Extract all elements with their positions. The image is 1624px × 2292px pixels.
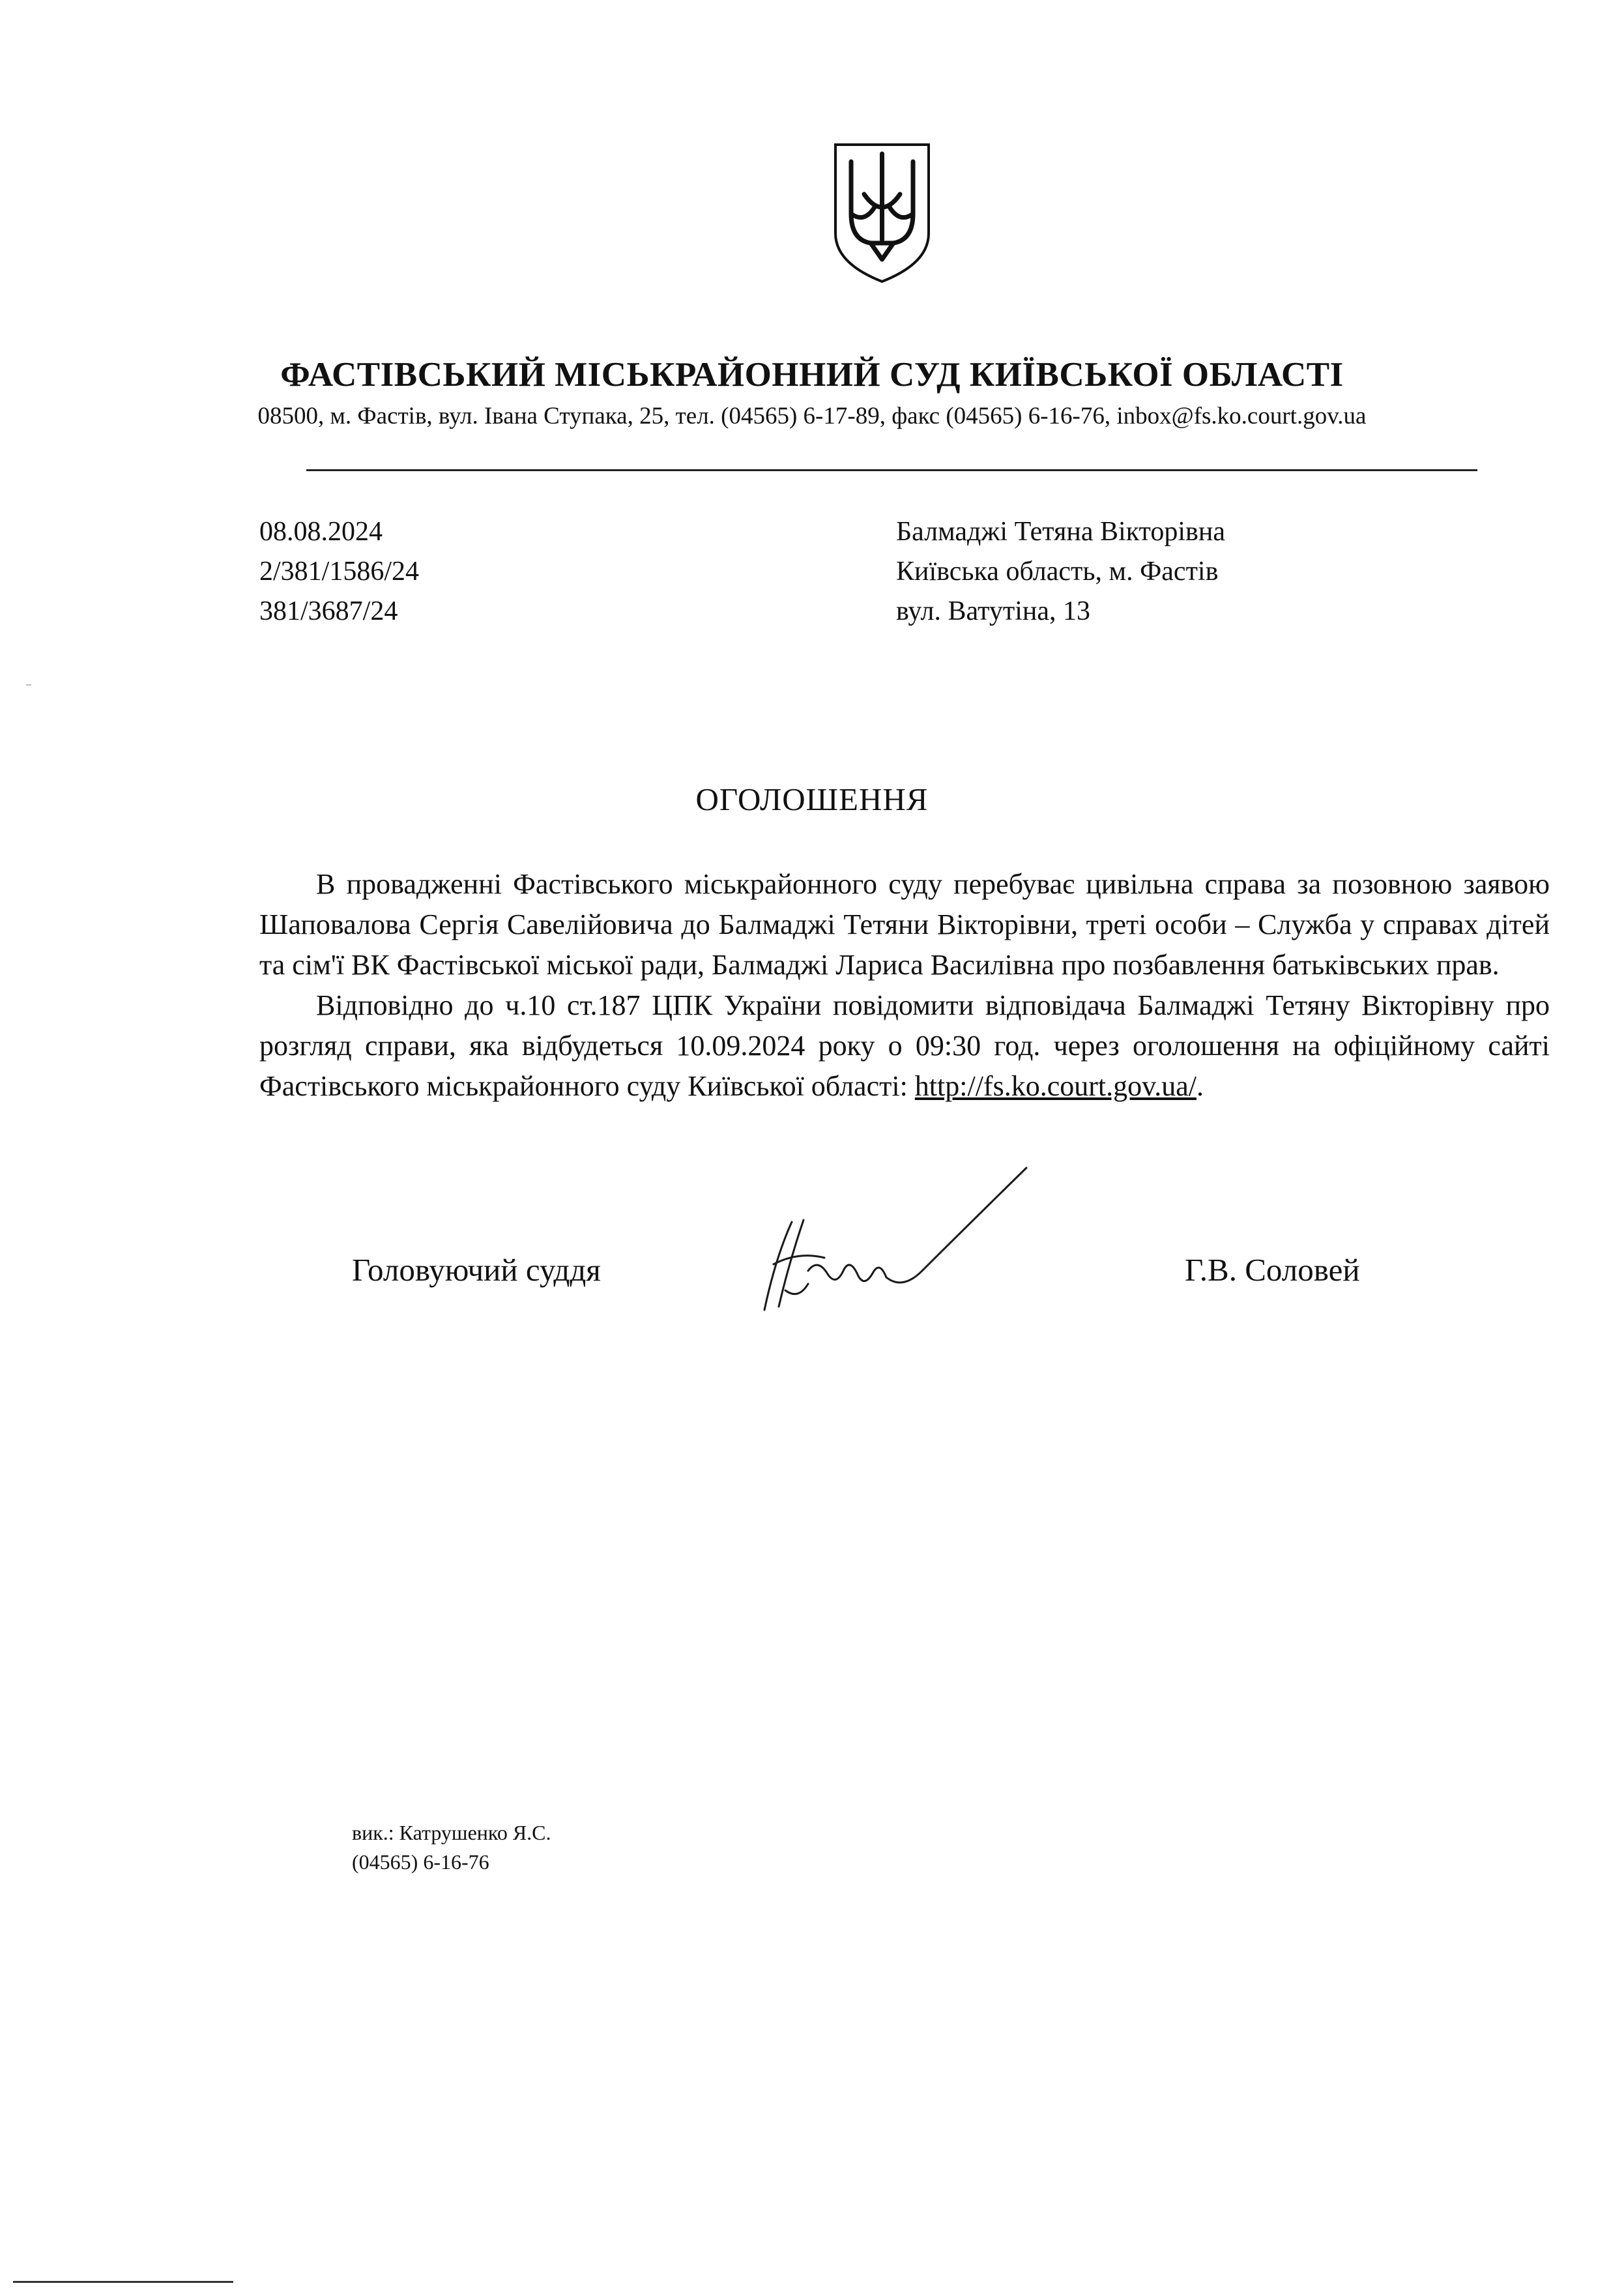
addressee-street: вул. Ватутіна, 13 [896, 596, 1091, 626]
coat-of-arms-icon [832, 142, 933, 284]
document-date: 08.08.2024 [259, 517, 383, 547]
document-meta-left [259, 512, 419, 631]
document-title: ОГОЛОШЕННЯ [695, 781, 929, 817]
paragraph-2-text: Відповідно до ч.10 ст.187 ЦПК України повідомити відповідача Балмаджі Тетяну Вікторівну про розгляд справи, яка відбудеться 10.09.2024 року о 09:30 год. через оголошення на офіційному сайті Фастівського міськрайонного суду Київської області: [259, 989, 1550, 1102]
scan-artifact-bottom [13, 2281, 233, 2283]
paragraph-1: В провадженні Фастівського міськрайонного суду перебуває цивільна справа за позовною заявою Шаповалова Сергія Савелійовича до Балмаджі Тетяни Вікторівни, треті особи – Служба у справах дітей та сім'ї ВК Фастівської міської ради, Балмаджі Лариса Василівна про позбавлення батьківських прав. [259, 868, 1550, 981]
addressee-block [896, 512, 1225, 631]
announcement-body [259, 864, 1550, 1107]
executor-phone: (04565) 6-16-76 [352, 1850, 489, 1874]
signatory-name: Г.В. Соловей [1185, 1252, 1360, 1288]
paragraph-2-end: . [1196, 1070, 1204, 1102]
addressee-city: Київська область, м. Фастів [896, 557, 1219, 587]
case-number: 2/381/1586/24 [259, 557, 420, 587]
paragraph-2 [259, 985, 1550, 1107]
court-website-link[interactable]: http://fs.ko.court.gov.ua/ [914, 1070, 1196, 1102]
outgoing-number: 381/3687/24 [259, 596, 398, 626]
executor-block [352, 1818, 551, 1877]
executor-name: вик.: Катрушенко Я.С. [352, 1821, 551, 1844]
scan-artifact [26, 684, 31, 686]
header-divider [306, 469, 1477, 471]
handwritten-signature [746, 1160, 1046, 1323]
court-name: ФАСТІВСЬКИЙ МІСЬКРАЙОННИЙ СУД КИЇВСЬКОЇ ОБЛАСТІ [280, 356, 1344, 394]
signatory-role: Головуючий суддя [352, 1252, 601, 1288]
addressee-name: Балмаджі Тетяна Вікторівна [896, 517, 1225, 547]
court-contacts: 08500, м. Фастів, вул. Івана Ступака, 25, тел. (04565) 6-17-89, факс (04565) 6-16-76, inbox@fs.ko.court.gov.ua [257, 403, 1367, 429]
